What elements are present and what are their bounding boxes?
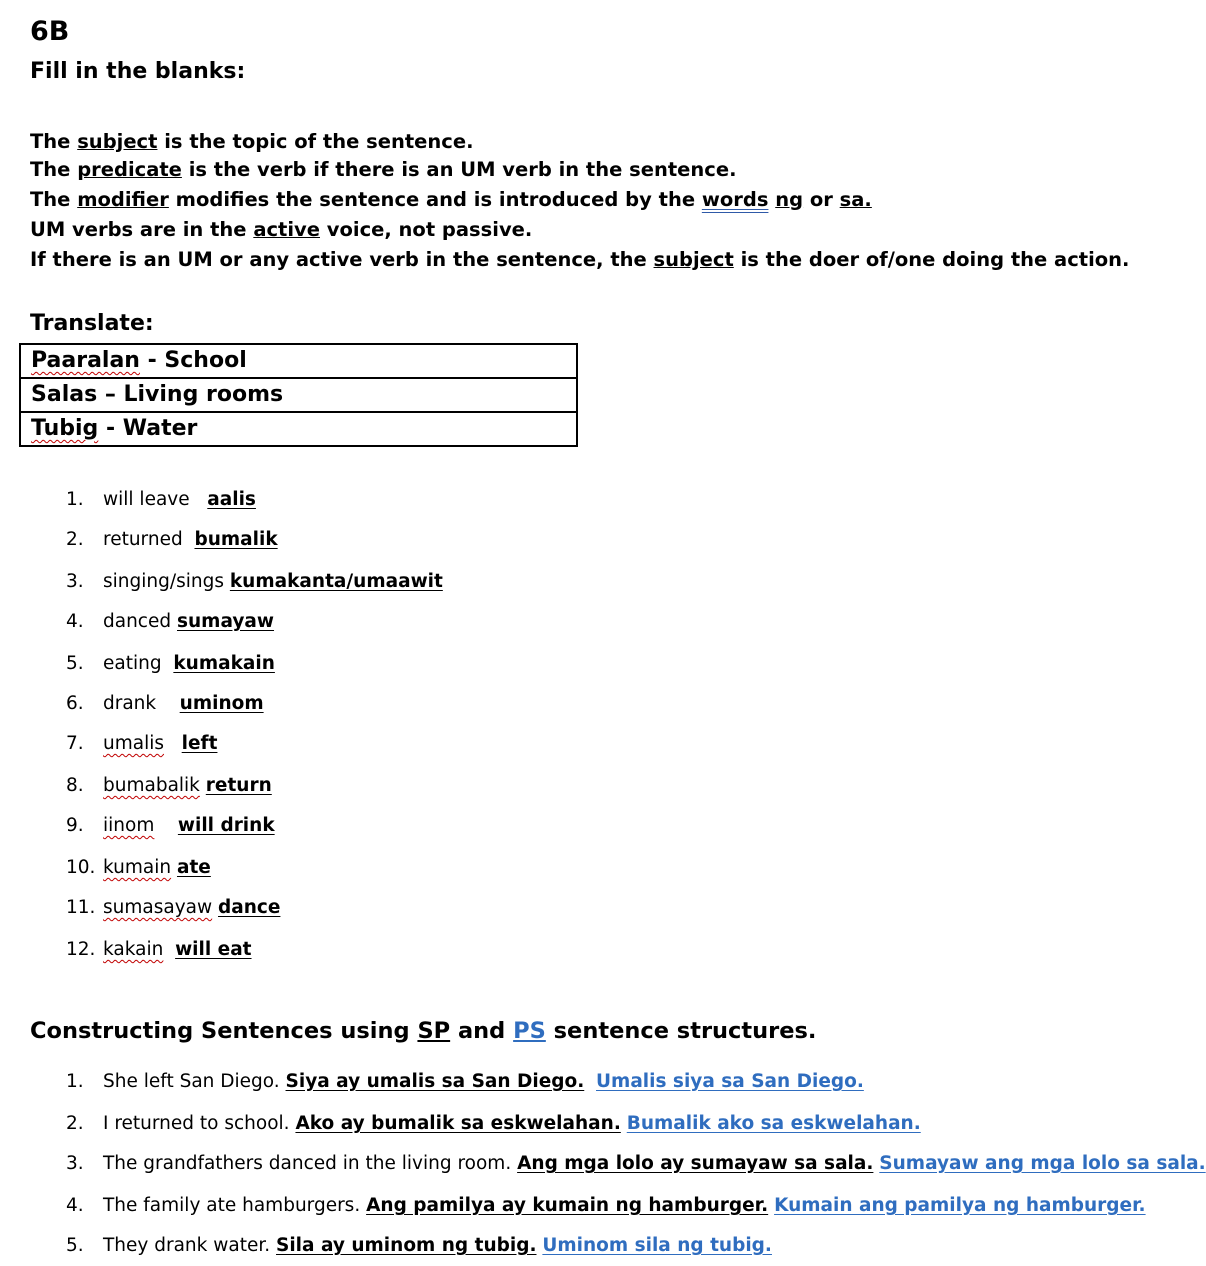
english-sentence: They drank water.	[103, 1235, 277, 1256]
term-predicate: predicate	[77, 158, 182, 181]
item-number: 5.	[66, 1235, 84, 1256]
tagalog-word: Tubig	[31, 416, 99, 441]
definition-um-verbs	[30, 215, 532, 245]
item-answer: will eat	[175, 939, 252, 960]
list-item	[66, 938, 252, 962]
translate-table	[19, 343, 578, 447]
item-number: 2.	[66, 529, 84, 550]
item-prompt: sumasayaw	[103, 897, 213, 918]
list-item	[66, 1234, 772, 1258]
text: is the verb if there is an UM verb in the sentence.	[181, 158, 737, 181]
text: Constructing Sentences using	[30, 1018, 418, 1044]
table-row	[20, 378, 577, 412]
definition-modifier	[30, 185, 872, 215]
item-prompt: umalis	[103, 733, 165, 754]
table-row	[20, 344, 577, 378]
text: The	[30, 130, 78, 153]
item-answer: sumayaw	[177, 611, 275, 632]
item-number: 10.	[66, 857, 96, 878]
text: sentence structures.	[545, 1018, 817, 1044]
sp-answer: Siya ay umalis sa San Diego.	[285, 1071, 585, 1092]
item-prompt: iinom	[103, 815, 155, 836]
section-subtitle: Fill in the blanks:	[30, 59, 246, 84]
item-answer: kumakanta/umaawit	[229, 571, 443, 592]
item-answer: left	[181, 733, 218, 754]
item-prompt: kumain	[103, 857, 172, 878]
item-prompt: danced	[103, 611, 172, 632]
list-item	[66, 814, 275, 838]
item-number: 9.	[66, 815, 84, 836]
translate-heading: Translate:	[30, 311, 154, 336]
item-prompt: eating	[103, 653, 162, 674]
item-number: 12.	[66, 939, 96, 960]
list-item	[66, 774, 272, 798]
english-meaning: - School	[139, 348, 247, 373]
text: UM verbs are in the	[30, 218, 254, 241]
page-title: 6B	[30, 16, 70, 47]
tagalog-word: Salas	[31, 382, 98, 407]
item-number: 3.	[66, 1153, 84, 1174]
ps-answer: Umalis siya sa San Diego.	[596, 1071, 864, 1092]
table-cell	[20, 412, 577, 446]
item-number: 6.	[66, 693, 84, 714]
section-heading	[30, 1018, 816, 1044]
list-item	[66, 896, 280, 920]
item-number: 4.	[66, 1195, 84, 1216]
ps-answer: Bumalik ako sa eskwelahan.	[626, 1113, 921, 1134]
term-subject: subject	[653, 248, 734, 271]
list-item	[66, 570, 443, 594]
item-prompt: kakain	[103, 939, 164, 960]
text: voice, not passive.	[319, 218, 533, 241]
term-sa: sa.	[839, 188, 872, 211]
list-item	[66, 652, 275, 676]
sp-answer: Ang pamilya ay kumain ng hamburger.	[366, 1195, 769, 1216]
item-number: 11.	[66, 897, 96, 918]
list-item	[66, 1152, 1206, 1176]
term-active: active	[253, 218, 320, 241]
item-number: 7.	[66, 733, 84, 754]
table-cell	[20, 344, 577, 378]
text: If there is an UM or any active verb in the sentence, the	[30, 248, 654, 271]
table-row	[20, 412, 577, 446]
item-number: 4.	[66, 611, 84, 632]
list-item	[66, 610, 274, 634]
english-meaning: - Water	[98, 416, 198, 441]
text: is the topic of the sentence.	[157, 130, 474, 153]
list-item	[66, 1070, 864, 1094]
item-answer: bumalik	[194, 529, 278, 550]
term-ps: PS	[513, 1018, 546, 1044]
list-item	[66, 692, 264, 716]
item-prompt: drank	[103, 693, 157, 714]
term-ng: ng	[775, 188, 804, 211]
item-prompt: bumabalik	[103, 775, 200, 796]
item-answer: dance	[218, 897, 281, 918]
list-item	[66, 732, 217, 756]
list-item	[66, 856, 211, 880]
term-words: words	[701, 188, 769, 211]
list-item	[66, 1194, 1146, 1218]
text: and	[450, 1018, 514, 1044]
item-answer: kumakain	[173, 653, 275, 674]
item-number: 1.	[66, 489, 84, 510]
term-sp: SP	[417, 1018, 451, 1044]
text: The	[30, 158, 78, 181]
item-prompt: singing/sings	[103, 571, 224, 592]
english-sentence: The family ate hamburgers.	[103, 1195, 367, 1216]
english-meaning: – Living rooms	[97, 382, 284, 407]
item-answer: aalis	[207, 489, 256, 510]
english-sentence: I returned to school.	[103, 1113, 296, 1134]
definition-doer	[30, 245, 1129, 275]
item-number: 2.	[66, 1113, 84, 1134]
sp-answer: Sila ay uminom ng tubig.	[276, 1235, 537, 1256]
ps-answer: Sumayaw ang mga lolo sa sala.	[879, 1153, 1206, 1174]
definition-subject	[30, 127, 473, 157]
english-sentence: The grandfathers danced in the living room.	[103, 1153, 518, 1174]
text: or	[803, 188, 840, 211]
item-number: 5.	[66, 653, 84, 674]
item-answer: uminom	[179, 693, 264, 714]
tagalog-word: Paaralan	[31, 348, 140, 373]
item-number: 1.	[66, 1071, 84, 1092]
sp-answer: Ako ay bumalik sa eskwelahan.	[295, 1113, 621, 1134]
sp-answer: Ang mga lolo ay sumayaw sa sala.	[517, 1153, 874, 1174]
definition-predicate	[30, 155, 736, 185]
table-cell	[20, 378, 577, 412]
list-item	[66, 1112, 921, 1136]
text: is the doer of/one doing the action.	[733, 248, 1130, 271]
ps-answer: Kumain ang pamilya ng hamburger.	[774, 1195, 1146, 1216]
term-subject: subject	[77, 130, 158, 153]
english-sentence: She left San Diego.	[103, 1071, 286, 1092]
item-answer: return	[205, 775, 272, 796]
item-number: 8.	[66, 775, 84, 796]
text: modifies the sentence and is introduced by the	[168, 188, 702, 211]
text: The	[30, 188, 78, 211]
item-prompt: will leave	[103, 489, 190, 510]
list-item	[66, 528, 278, 552]
ps-answer: Uminom sila ng tubig.	[542, 1235, 772, 1256]
item-answer: ate	[176, 857, 211, 878]
term-modifier: modifier	[77, 188, 169, 211]
list-item	[66, 488, 256, 512]
item-answer: will drink	[177, 815, 275, 836]
item-prompt: returned	[103, 529, 183, 550]
item-number: 3.	[66, 571, 84, 592]
